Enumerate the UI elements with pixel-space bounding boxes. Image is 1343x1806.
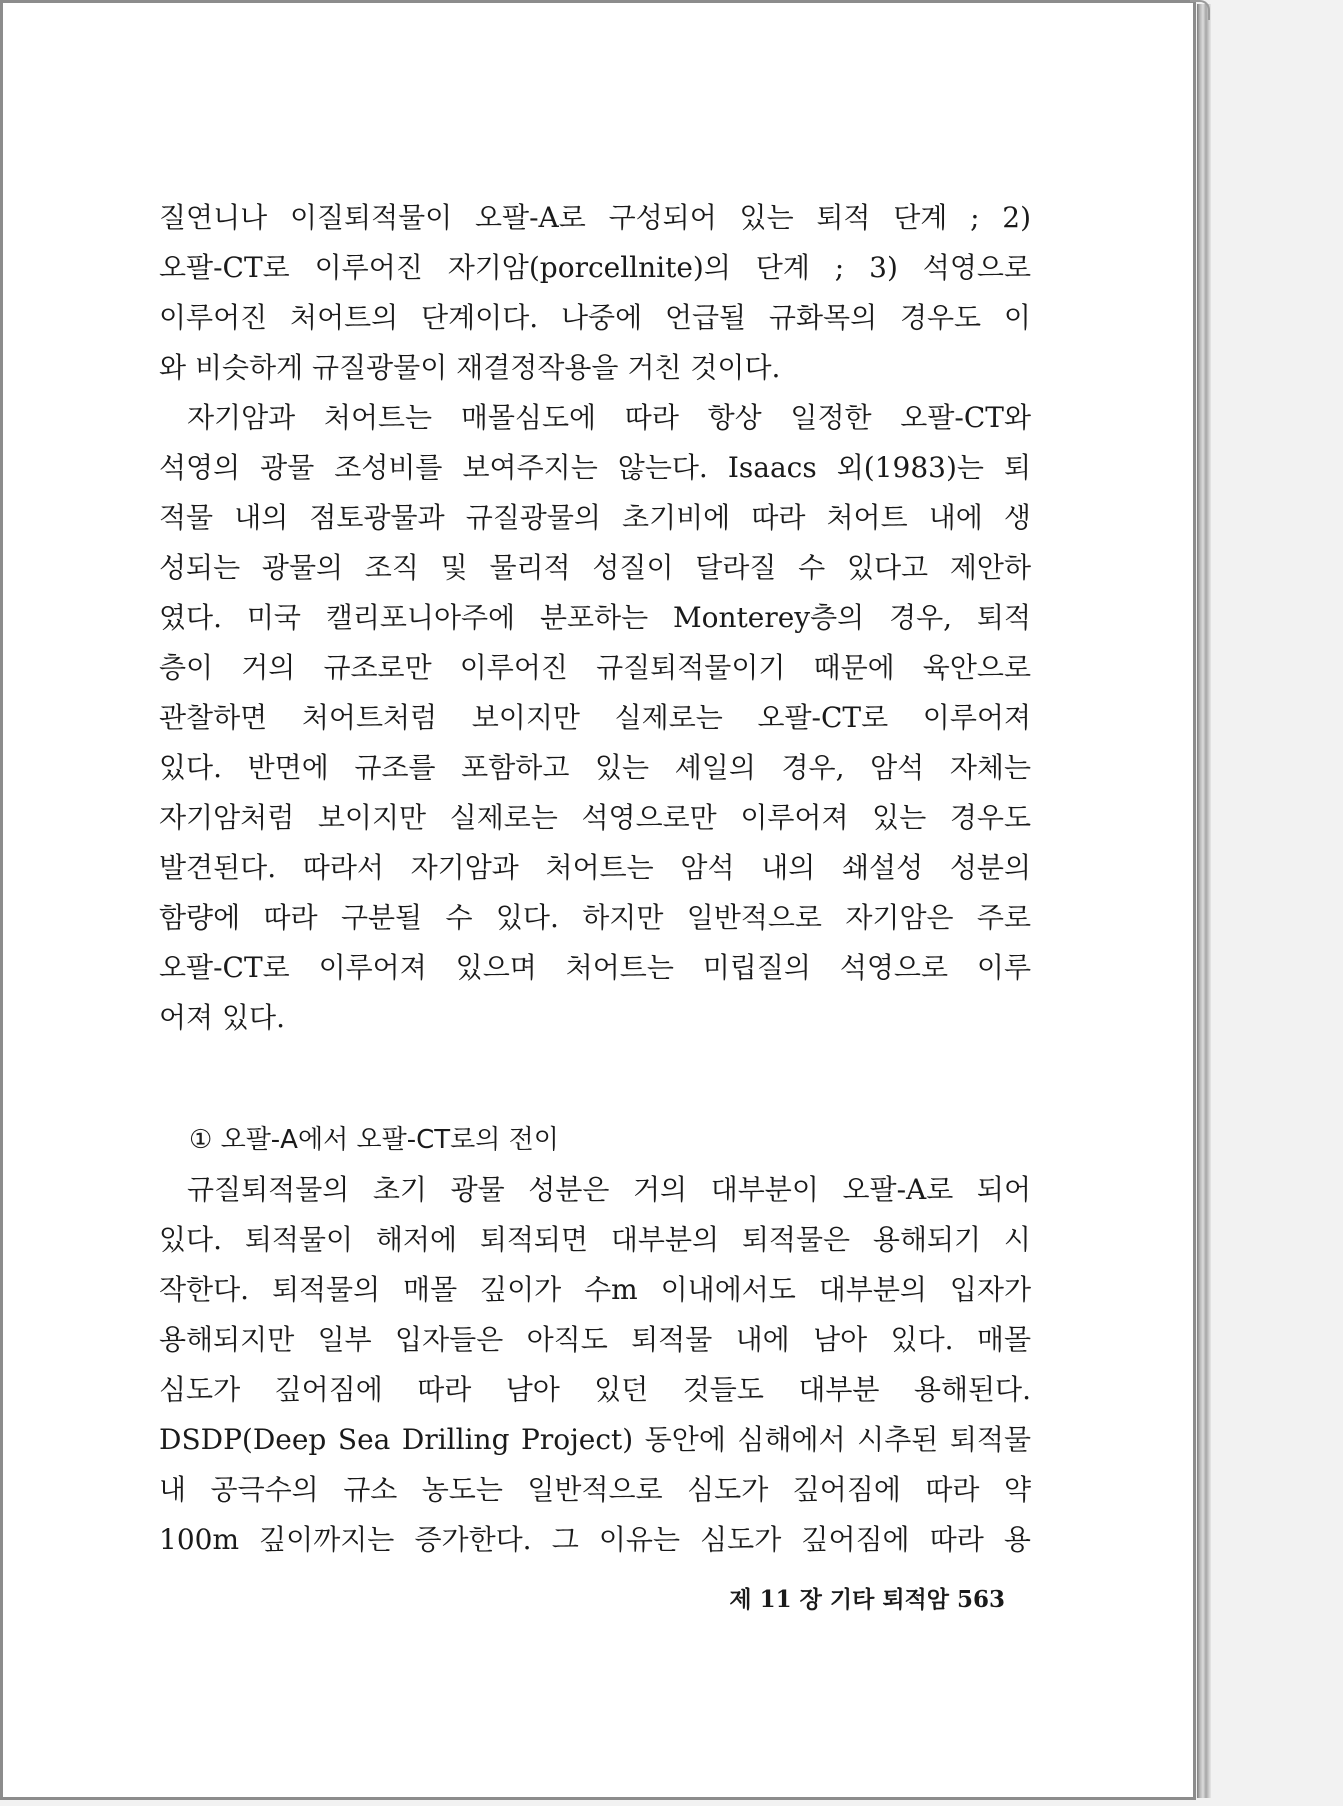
text-line: 이루어진 처어트의 단계이다. 나중에 언급될 규화목의 경우도 이: [159, 301, 1031, 334]
section-subheading: ① 오팔-A에서 오팔-CT로의 전이: [189, 1125, 559, 1155]
text-line: 100m 깊이까지는 증가한다. 그 이유는 심도가 깊어짐에 따라 용: [159, 1523, 1031, 1556]
text-line: 있다. 반면에 규조를 포함하고 있는 셰일의 경우, 암석 자체는: [159, 751, 1031, 784]
text-line: 용해되지만 일부 입자들은 아직도 퇴적물 내에 남아 있다. 매몰: [159, 1323, 1031, 1356]
text-line: 발견된다. 따라서 자기암과 처어트는 암석 내의 쇄설성 성분의: [159, 851, 1031, 884]
text-line: 석영의 광물 조성비를 보여주지는 않는다. Isaacs 외(1983)는 퇴: [159, 451, 1031, 484]
section-spacer: [159, 1043, 1031, 1115]
text-line: 어져 있다.: [159, 1001, 285, 1034]
text-line: 적물 내의 점토광물과 규질광물의 초기비에 따라 처어트 내에 생: [159, 501, 1031, 534]
text-line: 있다. 퇴적물이 해저에 퇴적되면 대부분의 퇴적물은 용해되기 시: [159, 1223, 1031, 1256]
text-line: 였다. 미국 캘리포니아주에 분포하는 Monterey층의 경우, 퇴적: [159, 601, 1031, 634]
text-line: 성되는 광물의 조직 및 물리적 성질이 달라질 수 있다고 제안하: [159, 551, 1031, 584]
text-line: 내 공극수의 규소 농도는 일반적으로 심도가 깊어짐에 따라 약: [159, 1473, 1031, 1506]
text-line: DSDP(Deep Sea Drilling Project) 동안에 심해에서 시추된 퇴적물: [159, 1423, 1031, 1456]
text-line: 심도가 깊어짐에 따라 남아 있던 것들도 대부분 용해된다.: [159, 1373, 1031, 1406]
page-corner: [1190, 0, 1210, 20]
text-line: 함량에 따라 구분될 수 있다. 하지만 일반적으로 자기암은 주로: [159, 901, 1031, 934]
text-line: 규질퇴적물의 초기 광물 성분은 거의 대부분이 오팔-A로 되어: [187, 1173, 1031, 1206]
text-line: 자기암처럼 보이지만 실제로는 석영으로만 이루어져 있는 경우도: [159, 801, 1031, 834]
page-body: [159, 193, 1031, 1565]
page-stack-edge: [1197, 4, 1211, 1798]
text-line: 질연니나 이질퇴적물이 오팔-A로 구성되어 있는 퇴적 단계 ; 2): [159, 201, 1031, 234]
text-line: 와 비슷하게 규질광물이 재결정작용을 거친 것이다.: [159, 351, 781, 384]
text-line: 오팔-CT로 이루어져 있으며 처어트는 미립질의 석영으로 이루: [159, 951, 1031, 984]
text-line: 자기암과 처어트는 매몰심도에 따라 항상 일정한 오팔-CT와: [187, 401, 1031, 434]
text-line: 관찰하면 처어트처럼 보이지만 실제로는 오팔-CT로 이루어져: [159, 701, 1031, 734]
text-line: 오팔-CT로 이루어진 자기암(porcellnite)의 단계 ; 3) 석영으로: [159, 251, 1031, 284]
text-line: 작한다. 퇴적물의 매몰 깊이가 수m 이내에서도 대부분의 입자가: [159, 1273, 1031, 1306]
text-line: 층이 거의 규조로만 이루어진 규질퇴적물이기 때문에 육안으로: [159, 651, 1031, 684]
page-footer: 제 11 장 기타 퇴적암 563: [729, 1586, 1005, 1613]
